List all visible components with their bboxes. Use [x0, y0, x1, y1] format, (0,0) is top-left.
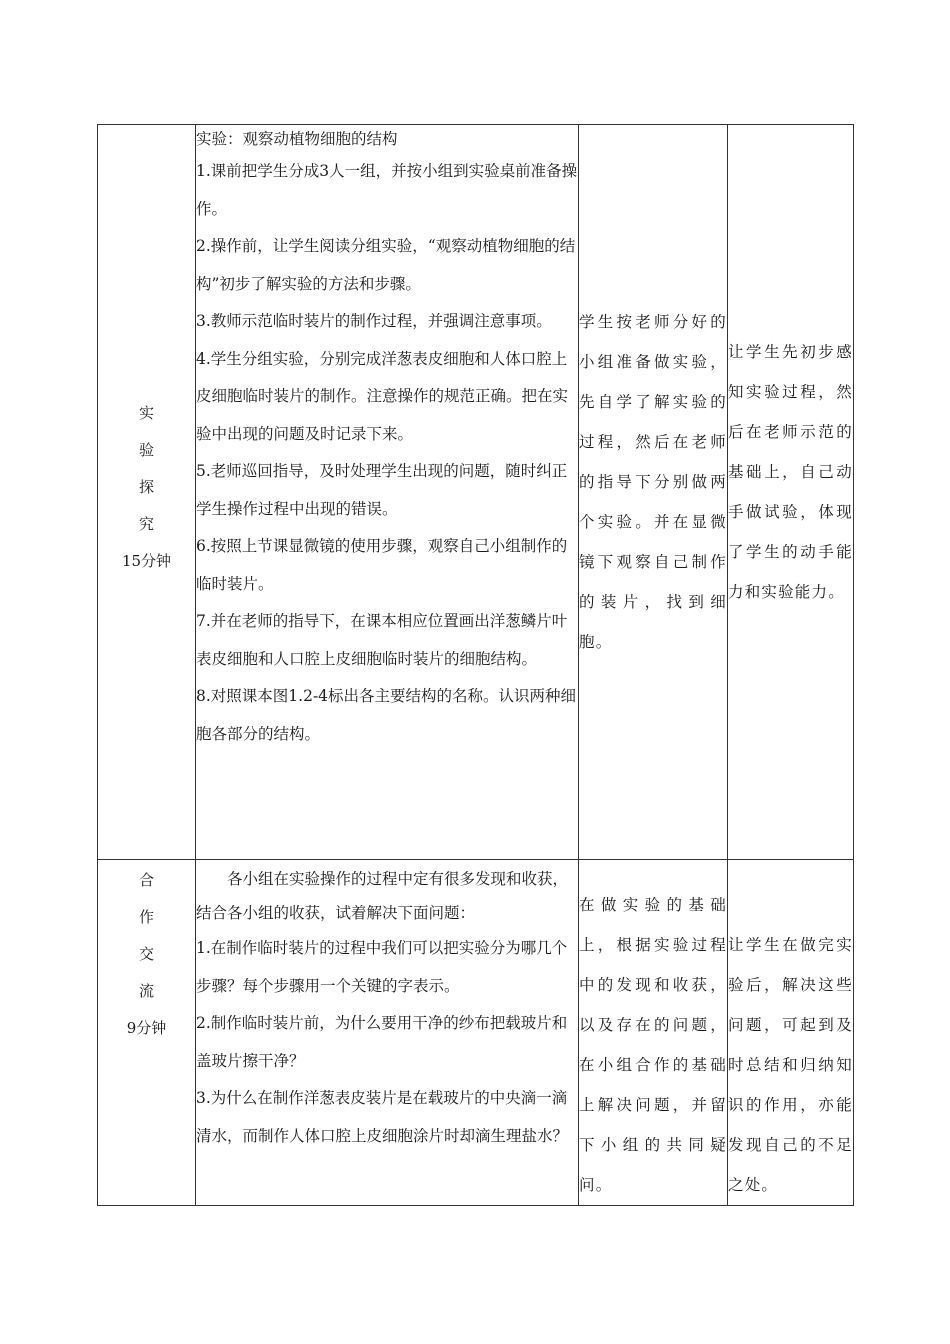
stage-char: 验 [138, 440, 154, 459]
process-step: 6.按照上节课显微镜的使用步骤，观察自己小组制作的临时装片。 [196, 537, 568, 593]
stage-char: 作 [138, 908, 154, 926]
process-step: 5.老师巡回指导，及时处理学生出现的问题，随时纠正学生操作过程中出现的错误。 [196, 462, 568, 518]
stage-time: 15分钟 [121, 551, 172, 570]
design-intent-cell [728, 860, 854, 1206]
stage-char: 合 [138, 871, 154, 889]
process-step: 7.并在老师的指导下，在课本相应位置画出洋葱鳞片叶表皮细胞和人口腔上皮细胞临时装片的细胞结构。 [196, 612, 568, 668]
process-step: 3.教师示范临时装片的制作过程，并强调注意事项。 [196, 312, 552, 330]
process-intro: 各小组在实验操作的过程中定有很多发现和收获，结合各小组的收获，试着解决下面问题： [196, 870, 569, 922]
stage-char: 探 [138, 477, 154, 496]
process-step: 2.操作前，让学生阅读分组实验，“观察动植物细胞的结构”初步了解实验的方法和步骤。 [196, 237, 576, 293]
stage-char: 流 [138, 982, 154, 1000]
stage-cell [98, 125, 196, 860]
process-step: 1.在制作临时装片的过程中我们可以把实验分为哪几个步骤？每个步骤用一个关键的字表示。 [196, 939, 568, 995]
process-title: 实验：观察动植物细胞的结构 [196, 130, 398, 148]
process-step: 4.学生分组实验，分别完成洋葱表皮细胞和人体口腔上皮细胞临时装片的制作。注意操作的规范正确。把在实验中出现的问题及时记录下来。 [196, 349, 569, 443]
design-intent-text: 让学生在做完实验后，解决这些问题，可起到及时总结和归纳知识的作用，亦能发现自己的不足之处。 [728, 936, 853, 1194]
process-cell [196, 860, 579, 1206]
student-activity-cell [579, 860, 728, 1206]
process-step: 8.对照课本图1.2-4标出各主要结构的名称。认识两种细胞各部分的结构。 [196, 687, 577, 743]
process-step: 2.制作临时装片前，为什么要用干净的纱布把载玻片和盖玻片擦干净？ [196, 1014, 568, 1070]
process-step: 3.为什么在制作洋葱表皮装片是在载玻片的中央滴一滴清水，而制作人体口腔上皮细胞涂片时却滴生理盐水？ [196, 1089, 569, 1145]
table-row [98, 860, 854, 1206]
student-activity-cell [579, 125, 728, 860]
stage-char: 究 [138, 514, 154, 533]
lesson-plan-table [97, 124, 854, 1206]
process-step: 1.课前把学生分成3人一组，并按小组到实验桌前准备操作。 [196, 162, 578, 218]
stage-char: 交 [138, 945, 154, 963]
table-row [98, 125, 854, 860]
stage-char: 实 [138, 403, 154, 422]
stage-cell [98, 860, 196, 1206]
stage-time: 9分钟 [126, 1019, 167, 1037]
process-cell [196, 125, 579, 860]
design-intent-cell [728, 125, 854, 860]
design-intent-text: 让学生先初步感知实验过程，然后在老师示范的基础上，自己动手做试验，体现了学生的动手能力和实验能力。 [728, 343, 853, 601]
student-activity-text: 学生按老师分好的小组准备做实验，先自学了解实验的过程，然后在老师的指导下分别做两个实验。并在显微镜下观察自己制作的装片，找到细胞。 [579, 313, 727, 651]
student-activity-text: 在做实验的基础上，根据实验过程中的发现和收获，以及存在的问题，在小组合作的基础上解决问题，并留下小组的共同疑问。 [579, 896, 727, 1194]
